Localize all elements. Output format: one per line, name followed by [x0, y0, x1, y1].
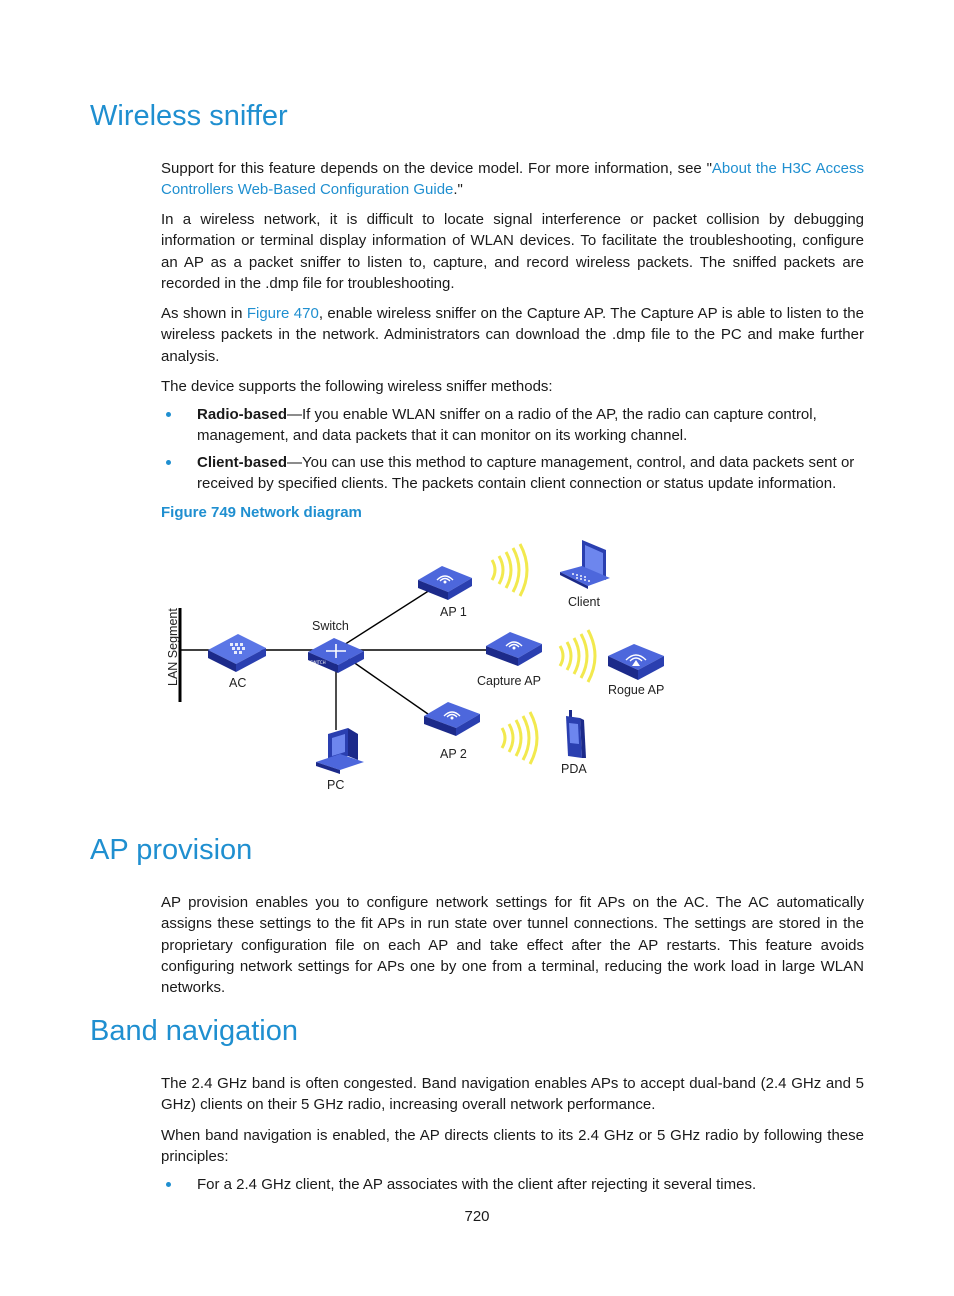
figure-caption: Figure 749 Network diagram	[161, 504, 362, 521]
lan-segment-label: LAN Segment	[166, 608, 180, 686]
ac-label: AC	[229, 676, 247, 690]
bullet-icon	[166, 1182, 171, 1187]
ap1-icon	[418, 566, 472, 600]
svg-text:SWITCH: SWITCH	[310, 660, 326, 665]
wireless-waves-icon	[492, 544, 527, 596]
ap2-label: AP 2	[440, 747, 467, 761]
band-nav-paragraph-2: When band navigation is enabled, the AP directs clients to its 2.4 GHz or 5 GHz radio by following these principles:	[161, 1127, 864, 1166]
pc-label: PC	[327, 778, 345, 792]
page-number: 720	[464, 1208, 490, 1225]
heading-wireless-sniffer: Wireless sniffer	[90, 100, 288, 132]
figure-470-link[interactable]: Figure 470	[246, 305, 319, 322]
bullet-term: Client-based	[197, 454, 288, 471]
ap1-label: AP 1	[440, 605, 467, 619]
list-item	[161, 452, 864, 495]
network-diagram	[160, 530, 680, 800]
ws-p3-text: As shown in	[161, 305, 247, 322]
list-item	[161, 1174, 864, 1195]
ws-paragraph-2: In a wireless network, it is difficult to locate signal interference or packet collision by debugging information or terminal display information of WLAN devices. To facilitate the troubleshooting, configure an AP as a packet sniffer to listen to, capture, and record wireless packets. The sniffed packets are recorded in the .dmp file for troubleshooting.	[161, 211, 864, 292]
ap-provision-paragraph: AP provision enables you to configure network settings for fit APs on the AC. The AC automatically assigns these settings to the fit APs in run state over tunnel connections. The settings are stored in the proprietary configuration file on each AP and take effect after the AP restarts. This feature avoids configuring network settings for APs one by one from a terminal, reducing the work load in large WLAN networks.	[161, 894, 864, 997]
ws-paragraph-1	[161, 158, 864, 201]
pda-icon	[566, 710, 586, 758]
pda-label: PDA	[561, 762, 587, 776]
wireless-waves-icon	[502, 712, 537, 764]
client-label: Client	[568, 595, 600, 609]
ap2-icon	[424, 702, 480, 736]
bullet-icon	[166, 412, 171, 417]
bullet-text: —If you enable WLAN sniffer on a radio of the AP, the radio can capture control, management, and data packets that it can monitor on its working channel.	[197, 406, 817, 445]
rogue-ap-label: Rogue AP	[608, 683, 665, 697]
bullet-icon	[166, 460, 171, 465]
rogue-ap-icon	[608, 644, 664, 680]
capture-ap-icon	[486, 632, 542, 666]
band-nav-paragraph-1: The 2.4 GHz band is often congested. Band navigation enables APs to accept dual-band (2.4 GHz and 5 GHz) clients on their 5 GHz radio, increasing overall network performance.	[161, 1075, 864, 1114]
ws-paragraph-4: The device supports the following wireless sniffer methods:	[161, 378, 553, 395]
list-item	[161, 404, 864, 447]
guide-link[interactable]: About the H3C Access Controllers Web-Based Configuration Guide	[161, 160, 864, 199]
ws-p1-text: Support for this feature depends on the device model. For more information, see "	[161, 160, 712, 177]
switch-icon	[308, 638, 364, 673]
heading-ap-provision: AP provision	[90, 834, 253, 866]
bullet-text: —You can use this method to capture management, control, and data packets sent or received by specified clients. The packets contain client connection or status update information.	[197, 454, 855, 493]
ws-p3-tail: , enable wireless sniffer on the Capture AP. The Capture AP is able to listen to the wireless packets in the network. Administrators can download the .dmp file to the PC and make further analysis.	[161, 305, 864, 365]
wireless-waves-icon	[560, 630, 595, 682]
switch-label: Switch	[312, 619, 349, 633]
bullet-text: For a 2.4 GHz client, the AP associates with the client after rejecting it several times.	[197, 1176, 757, 1193]
ws-paragraph-3	[161, 303, 864, 367]
laptop-icon	[560, 540, 610, 589]
ac-icon	[208, 634, 266, 672]
capture-ap-label: Capture AP	[477, 674, 541, 688]
ws-p1-tail: ."	[453, 181, 463, 199]
pc-icon	[316, 728, 364, 774]
heading-band-navigation: Band navigation	[90, 1015, 298, 1047]
bullet-term: Radio-based	[197, 406, 288, 423]
